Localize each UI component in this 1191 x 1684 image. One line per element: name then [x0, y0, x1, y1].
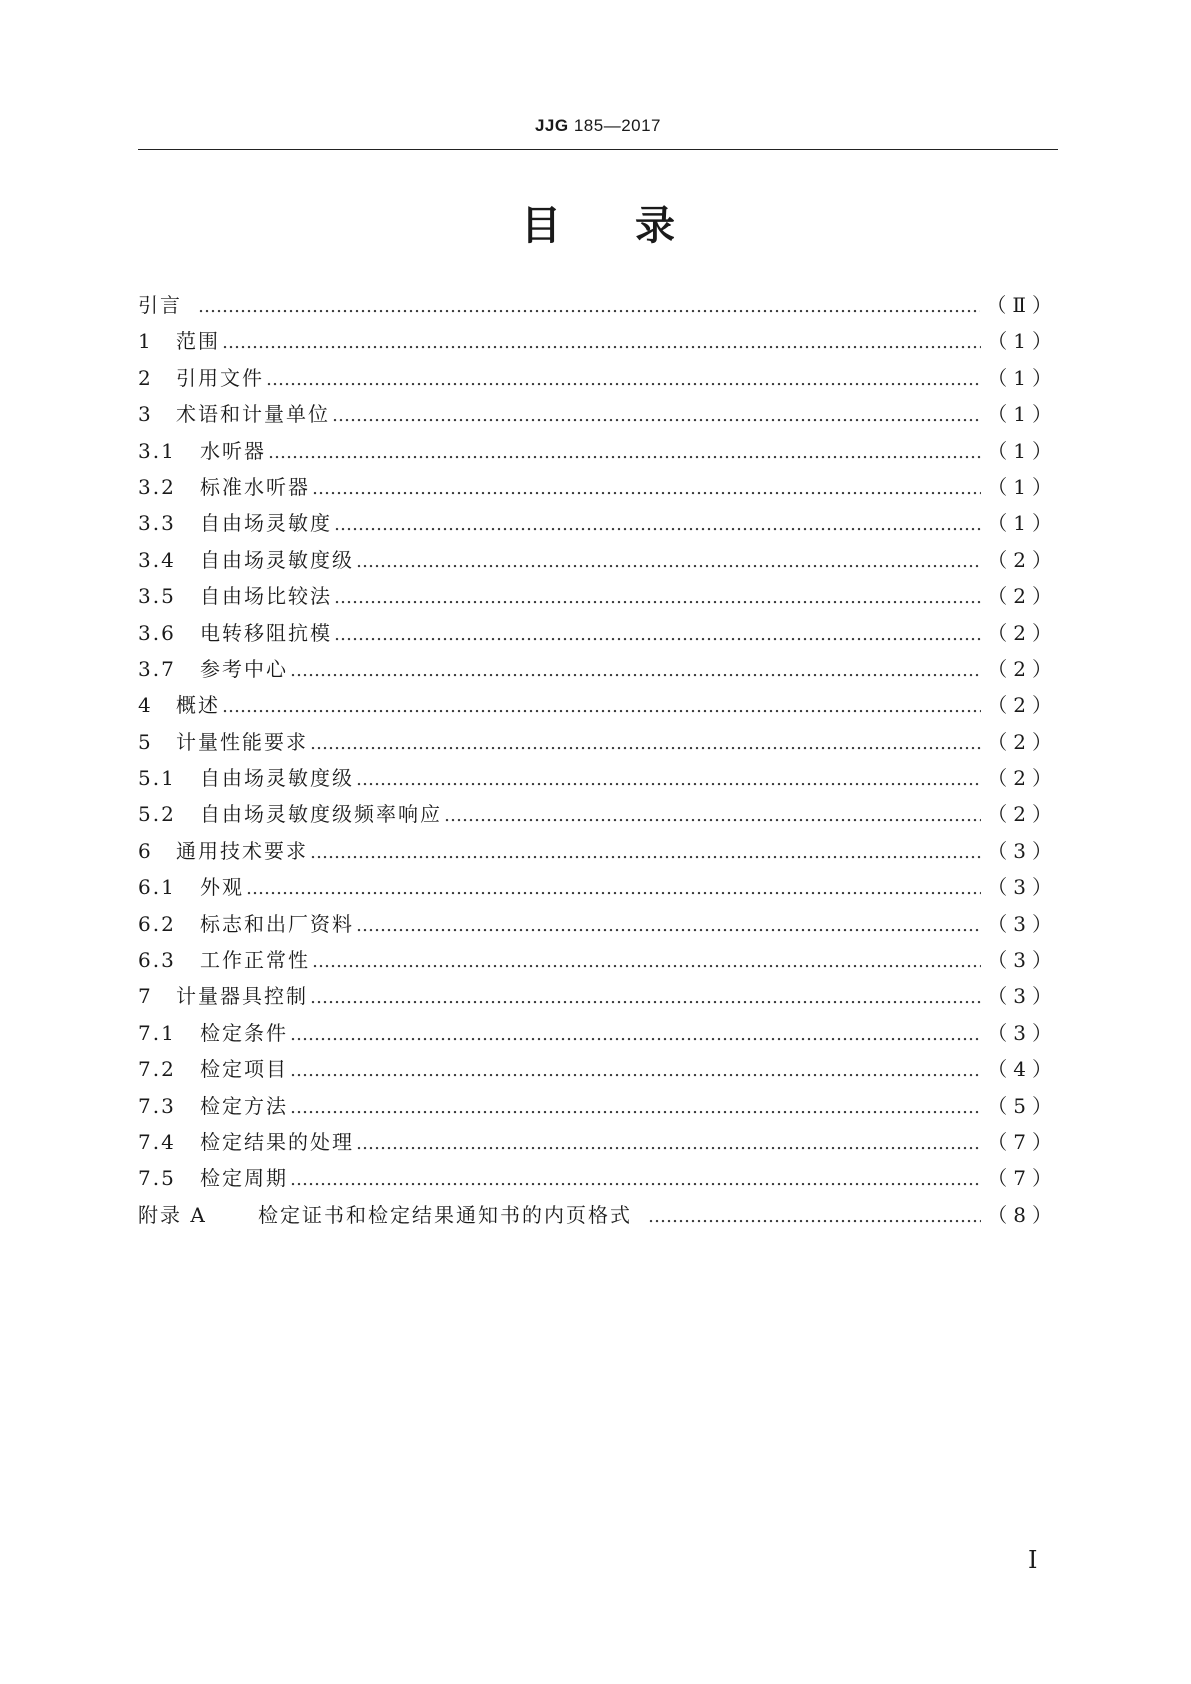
toc-entry-page: （3） [987, 911, 1058, 936]
toc-entry-label: 自由场灵敏度级 [200, 547, 354, 572]
toc-entry-page: （1） [987, 474, 1058, 499]
toc-entry-label: 水听器 [200, 438, 266, 463]
toc-entry-label: 引言 [138, 293, 182, 317]
toc-entry[interactable] [138, 1015, 1058, 1051]
toc-entry-number: 3.7 [138, 656, 176, 681]
toc-dot-leader [334, 580, 981, 616]
toc-entry-label: 工作正常性 [200, 948, 310, 973]
toc-entry[interactable] [138, 869, 1058, 905]
toc-entry-label: 检定结果的处理 [200, 1129, 354, 1154]
toc-entry[interactable] [138, 796, 1058, 832]
toc-entry-number: 5.1 [138, 766, 176, 791]
toc-entry-page: （2） [987, 729, 1058, 754]
toc-dot-leader [334, 617, 981, 653]
toc-entry-label: 检定条件 [200, 1020, 288, 1045]
toc-entry-number: 6.3 [138, 948, 176, 973]
toc-dot-leader [246, 871, 981, 907]
toc-entry-label: 检定证书和检定结果通知书的内页格式 [258, 1202, 632, 1227]
page-number: Ⅰ [1028, 1546, 1038, 1574]
toc-entry-label: 自由场灵敏度级 [200, 766, 354, 791]
toc-entry-number: 7.2 [138, 1057, 176, 1082]
toc-entry-label: 标志和出厂资料 [200, 911, 354, 936]
toc-entry[interactable] [138, 542, 1058, 578]
toc-entry-number: 6.2 [138, 911, 176, 936]
toc-entry-number: 6.1 [138, 875, 176, 900]
toc-entry-number: 3.6 [138, 620, 176, 645]
toc-entry[interactable] [138, 433, 1058, 469]
toc-entry[interactable] [138, 833, 1058, 869]
toc-entry-page: （1） [987, 438, 1058, 463]
toc-entry[interactable] [138, 978, 1058, 1014]
toc-entry-number: 5 [138, 729, 153, 754]
toc-entry[interactable] [138, 323, 1058, 359]
toc-entry-label: 检定方法 [200, 1093, 288, 1118]
toc-entry-number: 3.5 [138, 584, 176, 609]
toc-dot-leader [310, 726, 981, 762]
toc-entry[interactable] [138, 942, 1058, 978]
toc-entry-page: （8） [987, 1202, 1058, 1227]
toc-entry-number: 7.4 [138, 1129, 176, 1154]
standard-code-prefix: JJG [534, 116, 569, 135]
toc-dot-leader [356, 544, 981, 580]
toc-entry[interactable] [138, 724, 1058, 760]
toc-entry-label: 引用文件 [176, 365, 264, 390]
toc-entry[interactable] [138, 360, 1058, 396]
toc-entry-page: （7） [987, 1129, 1058, 1154]
toc-dot-leader [290, 1017, 981, 1053]
toc-entry-label: 计量性能要求 [176, 729, 308, 754]
toc-entry-page: （3） [987, 948, 1058, 973]
toc-entry[interactable] [138, 505, 1058, 541]
table-of-contents [138, 287, 1058, 1233]
toc-entry-label: 外观 [200, 875, 244, 900]
toc-entry[interactable] [138, 760, 1058, 796]
toc-dot-leader [310, 835, 981, 871]
toc-entry-label: 术语和计量单位 [176, 402, 330, 427]
toc-entry-label: 参考中心 [200, 656, 288, 681]
toc-entry-label: 计量器具控制 [176, 984, 308, 1009]
toc-entry-number: 7 [138, 984, 153, 1009]
toc-entry-number: 3.3 [138, 511, 176, 536]
toc-entry-page: （4） [987, 1057, 1058, 1082]
toc-entry[interactable] [138, 1197, 1058, 1233]
toc-entry-number: 3 [138, 402, 153, 427]
toc-dot-leader [356, 908, 981, 944]
page-title: 目 录 [521, 203, 675, 249]
toc-entry[interactable] [138, 396, 1058, 432]
toc-entry-number: 2 [138, 365, 153, 390]
toc-entry-label: 检定周期 [200, 1166, 288, 1191]
toc-entry-page: （3） [987, 1020, 1058, 1045]
toc-dot-leader [268, 435, 981, 471]
toc-dot-leader [222, 689, 981, 725]
toc-entry-label: 标准水听器 [200, 474, 310, 499]
toc-entry[interactable] [138, 1088, 1058, 1124]
toc-entry[interactable] [138, 906, 1058, 942]
toc-entry-page: （7） [987, 1166, 1058, 1191]
toc-dot-leader [356, 762, 981, 798]
toc-entry-label: 概述 [176, 693, 220, 718]
toc-entry-page: （2） [987, 656, 1058, 681]
toc-entry-number: 1 [138, 329, 153, 354]
toc-entry-label: 检定项目 [200, 1057, 288, 1082]
toc-entry-label: 自由场灵敏度级频率响应 [200, 802, 442, 827]
toc-dot-leader [198, 289, 980, 325]
toc-entry-page: （3） [987, 838, 1058, 863]
toc-entry-label: 范围 [176, 329, 220, 354]
toc-dot-leader [222, 325, 981, 361]
toc-dot-leader [444, 798, 981, 834]
toc-entry-number: 5.2 [138, 802, 176, 827]
toc-entry[interactable] [138, 687, 1058, 723]
toc-dot-leader [290, 1053, 981, 1089]
toc-dot-leader [312, 944, 981, 980]
toc-dot-leader [290, 1090, 981, 1126]
toc-entry-number: 3.2 [138, 474, 176, 499]
toc-entry-page: （2） [987, 802, 1058, 827]
toc-entry-page: （1） [987, 329, 1058, 354]
toc-entry-page: （3） [987, 875, 1058, 900]
toc-entry[interactable] [138, 287, 1058, 323]
toc-entry-page: （2） [987, 547, 1058, 572]
toc-entry[interactable] [138, 615, 1058, 651]
toc-entry-number: 附录 A [138, 1202, 207, 1227]
toc-entry[interactable] [138, 651, 1058, 687]
toc-entry-number: 3.4 [138, 547, 176, 572]
toc-entry[interactable] [138, 1124, 1058, 1160]
toc-entry-label: 电转移阻抗模 [200, 620, 332, 645]
toc-entry-number: 3.1 [138, 438, 176, 463]
toc-entry[interactable] [138, 578, 1058, 614]
toc-dot-leader [266, 362, 981, 398]
toc-entry[interactable] [138, 1051, 1058, 1087]
standard-code-number: 185—2017 [568, 116, 662, 135]
header-rule [138, 149, 1058, 150]
toc-dot-leader [310, 980, 981, 1016]
toc-dot-leader [290, 1162, 981, 1198]
toc-dot-leader [356, 1126, 981, 1162]
toc-entry-page: （1） [987, 365, 1058, 390]
toc-dot-leader [290, 653, 981, 689]
toc-entry-number: 7.1 [138, 1020, 176, 1045]
toc-dot-leader [332, 398, 981, 434]
toc-entry-number: 7.5 [138, 1166, 176, 1191]
toc-dot-leader [334, 507, 981, 543]
toc-entry-number: 4 [138, 693, 153, 718]
toc-entry-page: （1） [987, 511, 1058, 536]
toc-dot-leader [648, 1199, 981, 1235]
toc-entry-number: 6 [138, 838, 153, 863]
toc-entry-page: （2） [987, 620, 1058, 645]
toc-entry-page: （Ⅱ） [986, 293, 1058, 317]
toc-entry-label: 自由场比较法 [200, 584, 332, 609]
toc-entry-page: （3） [987, 984, 1058, 1009]
document-header [138, 116, 1058, 136]
toc-entry-page: （5） [987, 1093, 1058, 1118]
toc-entry-label: 通用技术要求 [176, 838, 308, 863]
toc-entry[interactable] [138, 1160, 1058, 1196]
toc-entry-label: 自由场灵敏度 [200, 511, 332, 536]
toc-entry[interactable] [138, 469, 1058, 505]
toc-entry-page: （2） [987, 693, 1058, 718]
toc-dot-leader [312, 471, 981, 507]
toc-entry-page: （1） [987, 402, 1058, 427]
toc-entry-page: （2） [987, 584, 1058, 609]
toc-entry-number: 7.3 [138, 1093, 176, 1118]
toc-entry-page: （2） [987, 766, 1058, 791]
